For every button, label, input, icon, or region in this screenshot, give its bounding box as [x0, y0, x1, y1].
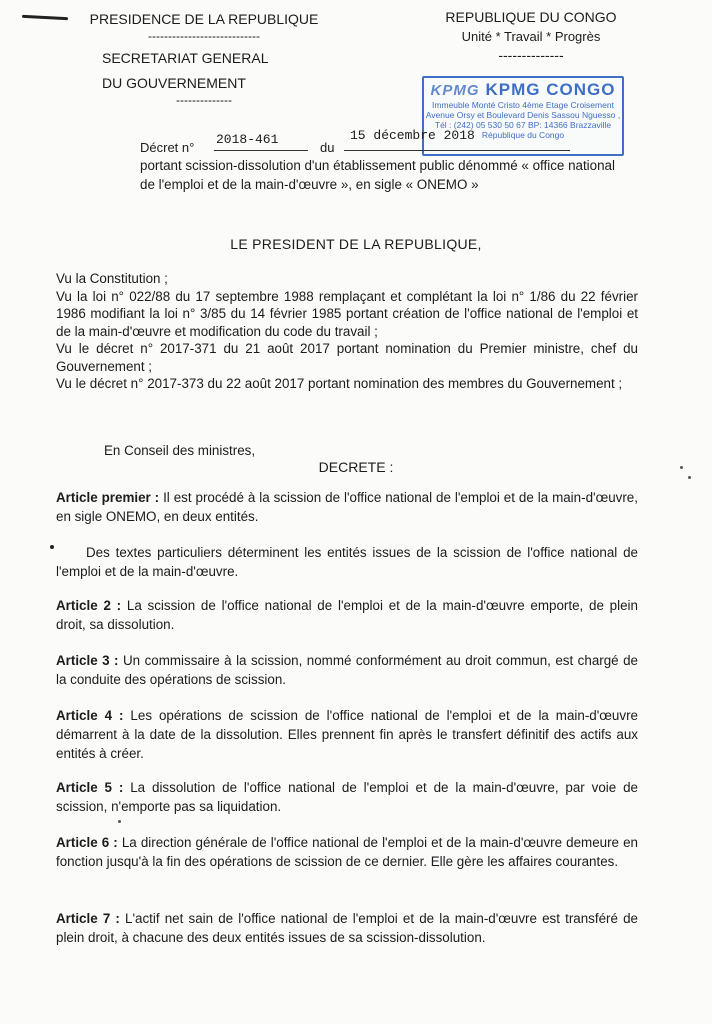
stamp-title: KPMG CONGO	[485, 80, 616, 99]
article-premier	[56, 488, 638, 526]
issuer-header	[84, 10, 324, 107]
article-label: Article 5 :	[56, 780, 124, 795]
article-text: L'actif net sain de l'office national de l'emploi et de la main-d'œuvre est transféré de plein droit, à chacune des deux entités issues de sa scission-dissolution.	[56, 911, 638, 945]
header-separator: --------------	[498, 47, 564, 63]
article-text: La direction générale de l'office national de l'emploi et de la main-d'œuvre demeure en fonction jusqu'à la fin des opérations de scission de ce dernier. Elle gère les affaires courantes.	[56, 835, 638, 869]
article-text: La dissolution de l'office national de l'emploi et de la main-d'œuvre, par voie de scission, n'emporte pas sa liquidation.	[56, 780, 638, 814]
visa-item: Vu la Constitution ;	[56, 271, 168, 286]
decree-subject: portant scission-dissolution d'un établissement public dénommé « office national de l'emploi et de la main-d'œuvre », en sigle « ONEMO »	[140, 158, 615, 192]
scan-speck	[688, 476, 691, 479]
article-label: Article 7 :	[56, 911, 120, 926]
country-motto: Unité * Travail * Progrès	[461, 29, 601, 44]
stamp-phone-line: Tél : (242) 05 530 50 67 BP: 14366 Brazzaville	[434, 120, 612, 130]
article-label: Article premier :	[56, 490, 160, 505]
decree-du: du	[320, 140, 335, 155]
issuer-line-presidence: PRESIDENCE DE LA REPUBLIQUE	[89, 11, 319, 27]
article-text: Il est procédé à la scission de l'office national de l'emploi et de la main-d'œuvre, en sigle ONEMO, en deux entités.	[56, 490, 638, 524]
article-text: Les opérations de scission de l'office national de l'emploi et de la main-d'œuvre démarrent à la date de la dissolution. Elles prennent fin après le transfert définitif des actifs aux entités à créer.	[56, 708, 638, 761]
underline	[214, 150, 308, 151]
country-name: REPUBLIQUE DU CONGO	[445, 9, 617, 25]
visa-item: Vu la loi n° 022/88 du 17 septembre 1988 remplaçant et complétant la loi n° 1/86 du 22 février 1986 modifiant la loi n° 3/85 du 14 février 1985 portant création de l'office national de l'emploi et de la main-d'œuvre et modification du code du travail ;	[56, 288, 638, 339]
article-3	[56, 651, 638, 689]
article-6	[56, 833, 638, 871]
decree-label: Décret n°	[140, 140, 195, 155]
stamp-address-line: Immeuble Monté Cristo 4ème Etage Croisement	[432, 100, 614, 110]
kpmg-logo-icon: KPMG	[430, 81, 480, 99]
kpmg-stamp	[422, 76, 624, 156]
visas-section	[56, 270, 638, 393]
article-text: La scission de l'office national de l'emploi et de la main-d'œuvre emporte, de plein droit, sa dissolution.	[56, 598, 638, 632]
decrete-heading: DECRETE :	[318, 459, 394, 475]
article-7	[56, 909, 638, 947]
country-header	[440, 8, 622, 65]
council-line: En Conseil des ministres,	[104, 443, 256, 458]
article-label: Article 2 :	[56, 598, 122, 613]
article-4	[56, 706, 638, 763]
pen-mark	[22, 15, 68, 20]
header-separator: ----------------------------	[148, 29, 260, 43]
article-label: Article 3 :	[56, 653, 119, 668]
article-premier-paragraph-2	[56, 543, 638, 581]
issuer-line-secretariat: SECRETARIAT GENERAL	[102, 50, 269, 66]
underline	[344, 150, 570, 151]
scan-speck	[50, 545, 54, 549]
scan-speck	[118, 820, 121, 823]
article-label: Article 6 :	[56, 835, 118, 850]
visa-item: Vu le décret n° 2017-373 du 22 août 2017 portant nomination des membres du Gouvernement ;	[56, 376, 623, 391]
stamp-address-line: Avenue Orsy et Boulevard Denis Sassou Nguesso ,	[425, 110, 621, 120]
decree-date: 15 décembre 2018	[350, 128, 475, 143]
issuer-line-gouvernement: DU GOUVERNEMENT	[102, 75, 246, 91]
scan-speck	[680, 466, 683, 469]
decree-number: 2018-461	[216, 132, 279, 147]
article-2	[56, 596, 638, 634]
stamp-country-line: République du Congo	[481, 130, 565, 140]
article-label: Article 4 :	[56, 708, 124, 723]
article-text: Un commissaire à la scission, nommé conformément au droit commun, est chargé de la conduite des opérations de scission.	[56, 653, 638, 687]
president-heading: LE PRESIDENT DE LA REPUBLIQUE,	[230, 236, 482, 252]
header-separator: --------------	[176, 93, 232, 107]
article-5	[56, 778, 638, 816]
article-text: Des textes particuliers déterminent les entités issues de la scission de l'office national de l'emploi et de la main-d'œuvre.	[56, 545, 638, 579]
visa-item: Vu le décret n° 2017-371 du 21 août 2017 portant nomination du Premier ministre, chef du Gouvernement ;	[56, 341, 638, 374]
